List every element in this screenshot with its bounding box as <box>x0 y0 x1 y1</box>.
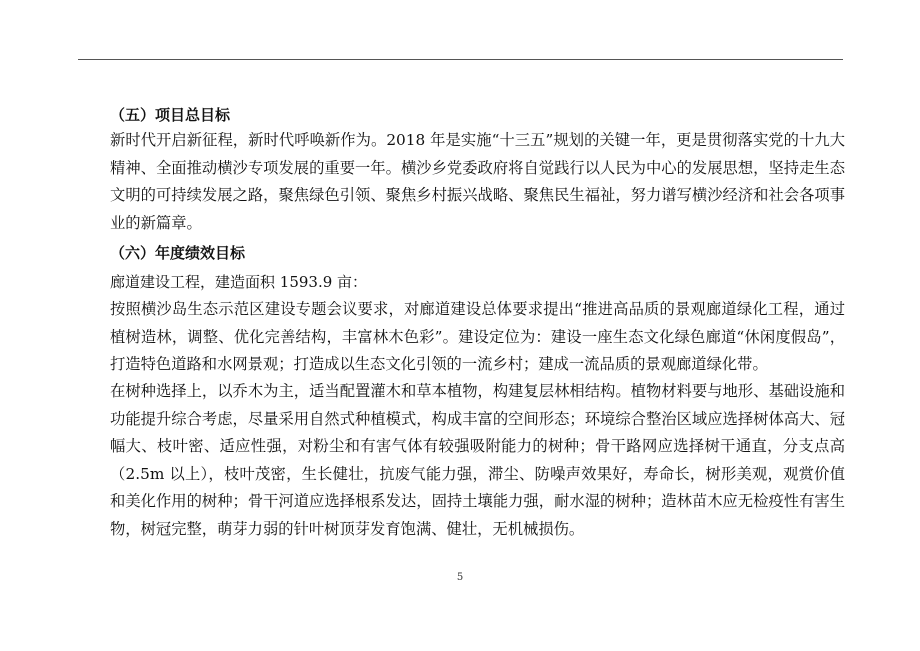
project-line: 廊道建设工程，建造面积 1593.9 亩： <box>110 273 368 291</box>
goal-paragraph-2: 在树种选择上，以乔木为主，适当配置灌木和草本植物，构建复层林相结构。植物材料要与地形、基础设施和功能提升综合考虑，尽量采用自然式种植模式，构成丰富的空间形态；环境综合整治区域应选择树体高大、冠幅大、枝叶密、适应性强，对粉尘和有害气体有较强吸附能力的树种；骨干路网应选择树干通直，分支点高（2.5m 以上），枝叶茂密，生长健壮，抗废气能力强，滞尘、防噪声效果好，寿命长，树形美观，观赏价值和美化作用的树种；骨干河道应选择根系发达，固持土壤能力强，耐水湿的树种；造林苗木应无检疫性有害生物，树冠完整，萌芽力弱的针叶树顶芽发育饱满、健壮，无机械损伤。 <box>110 382 845 538</box>
goal-paragraph-1: 按照横沙岛生态示范区建设专题会议要求，对廊道建设总体要求提出“推进高品质的景观廊道绿化工程，通过植树造林，调整、优化完善结构，丰富林木色彩”。建设定位为：建设一座生态文化绿色廊道“休闲度假岛”，打造特色道路和水网景观；打造成以生态文化引领的一流乡村；建成一流品质的景观廊道绿化带。 <box>110 300 845 373</box>
section-5-paragraph: 新时代开启新征程，新时代呼唤新作为。2018 年是实施“十三五”规划的关键一年，更是贯彻落实党的十九大精神、全面推动横沙专项发展的重要一年。横沙乡党委政府将自觉践行以人民为中心的发展思想，坚持走生态文明的可持续发展之路，聚焦绿色引领、聚焦乡村振兴战略、聚焦民生福祉，努力谱写横沙经济和社会各项事业的新篇章。 <box>110 131 845 232</box>
section-heading-6: （六）年度绩效目标 <box>110 244 246 262</box>
header-rule <box>78 59 843 60</box>
page-number: 5 <box>456 572 464 583</box>
section-heading-5: （五）项目总目标 <box>110 106 231 124</box>
